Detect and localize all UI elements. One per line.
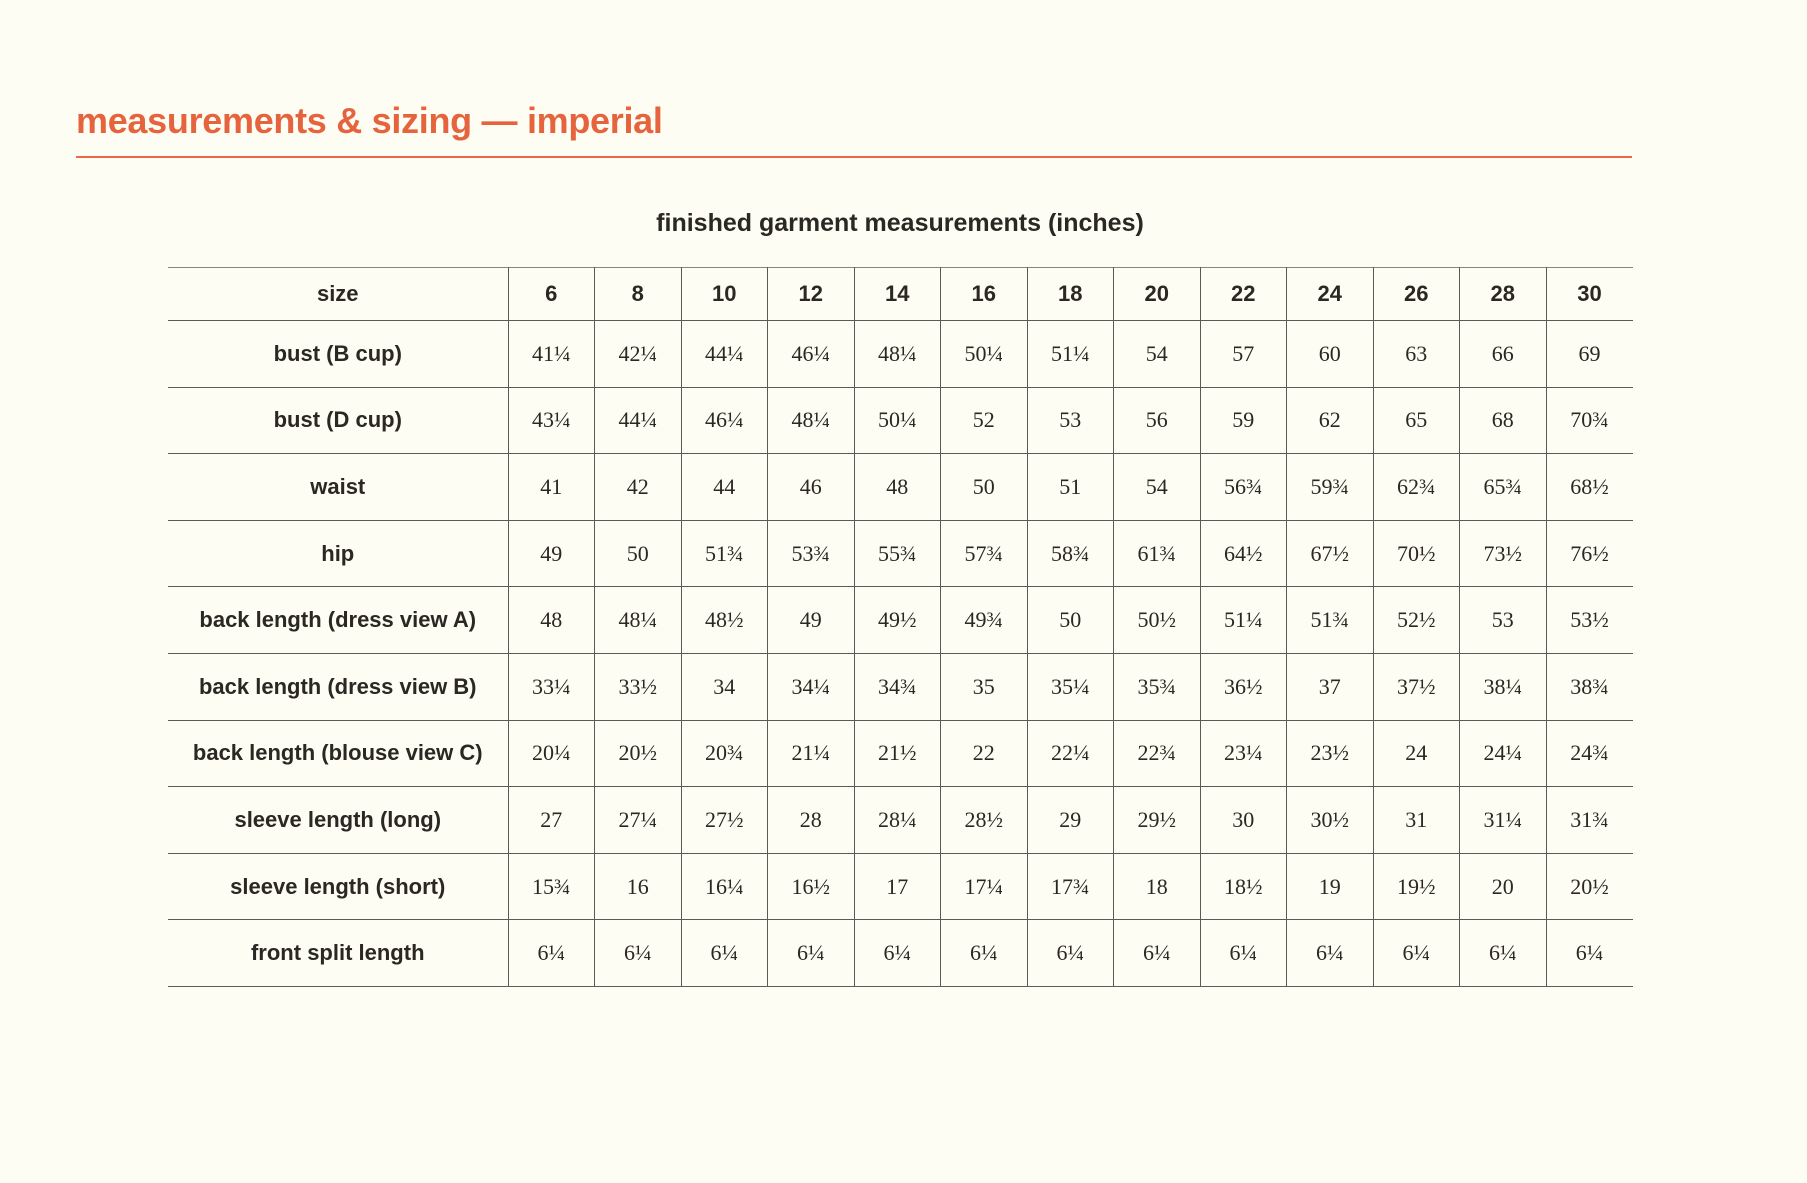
- table-cell: 41¼: [508, 321, 595, 388]
- table-cell: 57: [1200, 321, 1287, 388]
- table-cell: 48¼: [595, 587, 682, 654]
- column-header-size-12: 12: [768, 268, 855, 321]
- table-row: [168, 454, 1633, 521]
- table-cell: 24¾: [1546, 720, 1633, 787]
- table-cell: 18: [1114, 853, 1201, 920]
- table-cell: 73½: [1460, 520, 1547, 587]
- measurements-table-container: [168, 267, 1632, 987]
- table-cell: 6¼: [1373, 920, 1460, 987]
- table-cell: 65¾: [1460, 454, 1547, 521]
- table-cell: 48: [854, 454, 941, 521]
- column-header-size-28: 28: [1460, 268, 1547, 321]
- table-title: finished garment measurements (inches): [656, 209, 1144, 237]
- table-row: [168, 587, 1633, 654]
- table-cell: 35¼: [1027, 653, 1114, 720]
- table-cell: 48: [508, 587, 595, 654]
- table-cell: 34: [681, 653, 768, 720]
- table-cell: 51: [1027, 454, 1114, 521]
- table-cell: 57¾: [941, 520, 1028, 587]
- table-cell: 62: [1287, 387, 1374, 454]
- table-cell: 59¾: [1287, 454, 1374, 521]
- table-cell: 51¼: [1200, 587, 1287, 654]
- table-cell: 22¼: [1027, 720, 1114, 787]
- column-header-size-8: 8: [595, 268, 682, 321]
- table-cell: 69: [1546, 321, 1633, 388]
- table-cell: 6¼: [1460, 920, 1547, 987]
- table-cell: 28½: [941, 787, 1028, 854]
- table-row: [168, 787, 1633, 854]
- table-cell: 64½: [1200, 520, 1287, 587]
- table-header-row: [168, 268, 1633, 321]
- table-cell: 66: [1460, 321, 1547, 388]
- table-cell: 76½: [1546, 520, 1633, 587]
- table-body: [168, 321, 1633, 987]
- table-cell: 35¾: [1114, 653, 1201, 720]
- table-cell: 42: [595, 454, 682, 521]
- table-cell: 51¼: [1027, 321, 1114, 388]
- table-cell: 50: [595, 520, 682, 587]
- column-header-size-10: 10: [681, 268, 768, 321]
- table-cell: 34¼: [768, 653, 855, 720]
- row-label: back length (dress view A): [168, 587, 508, 654]
- table-cell: 22¾: [1114, 720, 1201, 787]
- table-cell: 44¼: [681, 321, 768, 388]
- table-cell: 61¾: [1114, 520, 1201, 587]
- table-cell: 27¼: [595, 787, 682, 854]
- table-cell: 37: [1287, 653, 1374, 720]
- table-cell: 56: [1114, 387, 1201, 454]
- measurements-table: [168, 267, 1633, 987]
- table-cell: 17¾: [1027, 853, 1114, 920]
- table-cell: 21½: [854, 720, 941, 787]
- table-cell: 36½: [1200, 653, 1287, 720]
- table-cell: 35: [941, 653, 1028, 720]
- table-cell: 6¼: [508, 920, 595, 987]
- table-cell: 51¾: [681, 520, 768, 587]
- table-row: [168, 920, 1633, 987]
- table-cell: 20¾: [681, 720, 768, 787]
- table-cell: 50¼: [941, 321, 1028, 388]
- table-cell: 6¼: [595, 920, 682, 987]
- column-header-size-18: 18: [1027, 268, 1114, 321]
- table-cell: 67½: [1287, 520, 1374, 587]
- table-cell: 52½: [1373, 587, 1460, 654]
- table-cell: 29: [1027, 787, 1114, 854]
- table-cell: 18½: [1200, 853, 1287, 920]
- table-cell: 6¼: [1200, 920, 1287, 987]
- table-cell: 31¼: [1460, 787, 1547, 854]
- table-cell: 29½: [1114, 787, 1201, 854]
- table-cell: 6¼: [941, 920, 1028, 987]
- table-cell: 37½: [1373, 653, 1460, 720]
- column-header-size-16: 16: [941, 268, 1028, 321]
- table-cell: 49: [508, 520, 595, 587]
- table-cell: 53: [1027, 387, 1114, 454]
- table-cell: 38¾: [1546, 653, 1633, 720]
- row-label: hip: [168, 520, 508, 587]
- table-cell: 28¼: [854, 787, 941, 854]
- table-row: [168, 853, 1633, 920]
- table-cell: 34¾: [854, 653, 941, 720]
- table-cell: 46¼: [681, 387, 768, 454]
- table-cell: 31¾: [1546, 787, 1633, 854]
- table-cell: 24: [1373, 720, 1460, 787]
- table-cell: 49: [768, 587, 855, 654]
- table-cell: 23½: [1287, 720, 1374, 787]
- table-cell: 19: [1287, 853, 1374, 920]
- row-label: back length (blouse view C): [168, 720, 508, 787]
- table-cell: 38¼: [1460, 653, 1547, 720]
- table-row: [168, 520, 1633, 587]
- table-cell: 31: [1373, 787, 1460, 854]
- table-cell: 33¼: [508, 653, 595, 720]
- table-cell: 54: [1114, 321, 1201, 388]
- table-row: [168, 321, 1633, 388]
- table-cell: 28: [768, 787, 855, 854]
- table-cell: 6¼: [854, 920, 941, 987]
- column-header-size-20: 20: [1114, 268, 1201, 321]
- table-cell: 53: [1460, 587, 1547, 654]
- table-cell: 33½: [595, 653, 682, 720]
- row-label: back length (dress view B): [168, 653, 508, 720]
- table-cell: 70¾: [1546, 387, 1633, 454]
- table-cell: 58¾: [1027, 520, 1114, 587]
- table-cell: 21¼: [768, 720, 855, 787]
- table-cell: 63: [1373, 321, 1460, 388]
- table-cell: 20¼: [508, 720, 595, 787]
- table-cell: 6¼: [1114, 920, 1201, 987]
- row-label: front split length: [168, 920, 508, 987]
- table-cell: 52: [941, 387, 1028, 454]
- table-cell: 16¼: [681, 853, 768, 920]
- table-cell: 6¼: [1546, 920, 1633, 987]
- table-cell: 19½: [1373, 853, 1460, 920]
- table-cell: 68½: [1546, 454, 1633, 521]
- column-header-size-14: 14: [854, 268, 941, 321]
- table-cell: 68: [1460, 387, 1547, 454]
- table-cell: 48¼: [854, 321, 941, 388]
- table-cell: 60: [1287, 321, 1374, 388]
- row-label: sleeve length (long): [168, 787, 508, 854]
- column-header-size-6: 6: [508, 268, 595, 321]
- table-cell: 30: [1200, 787, 1287, 854]
- column-header-size: size: [168, 268, 508, 321]
- table-cell: 50½: [1114, 587, 1201, 654]
- table-cell: 49¾: [941, 587, 1028, 654]
- table-cell: 20½: [1546, 853, 1633, 920]
- table-cell: 30½: [1287, 787, 1374, 854]
- table-cell: 54: [1114, 454, 1201, 521]
- column-header-size-26: 26: [1373, 268, 1460, 321]
- table-cell: 49½: [854, 587, 941, 654]
- table-cell: 20: [1460, 853, 1547, 920]
- table-cell: 51¾: [1287, 587, 1374, 654]
- table-cell: 55¾: [854, 520, 941, 587]
- table-cell: 16: [595, 853, 682, 920]
- column-header-size-22: 22: [1200, 268, 1287, 321]
- table-cell: 65: [1373, 387, 1460, 454]
- table-cell: 44¼: [595, 387, 682, 454]
- table-cell: 44: [681, 454, 768, 521]
- column-header-size-24: 24: [1287, 268, 1374, 321]
- table-cell: 48½: [681, 587, 768, 654]
- table-cell: 24¼: [1460, 720, 1547, 787]
- table-cell: 6¼: [1287, 920, 1374, 987]
- page-title: measurements & sizing — imperial: [76, 100, 663, 141]
- row-label: waist: [168, 454, 508, 521]
- table-cell: 62¾: [1373, 454, 1460, 521]
- table-cell: 43¼: [508, 387, 595, 454]
- table-cell: 22: [941, 720, 1028, 787]
- table-cell: 17¼: [941, 853, 1028, 920]
- table-cell: 59: [1200, 387, 1287, 454]
- table-cell: 15¾: [508, 853, 595, 920]
- table-cell: 27: [508, 787, 595, 854]
- row-label: sleeve length (short): [168, 853, 508, 920]
- table-row: [168, 720, 1633, 787]
- table-cell: 6¼: [768, 920, 855, 987]
- table-cell: 41: [508, 454, 595, 521]
- column-header-size-30: 30: [1546, 268, 1633, 321]
- row-label: bust (D cup): [168, 387, 508, 454]
- table-cell: 70½: [1373, 520, 1460, 587]
- table-cell: 53¾: [768, 520, 855, 587]
- table-cell: 50¼: [854, 387, 941, 454]
- table-cell: 46¼: [768, 321, 855, 388]
- table-cell: 56¾: [1200, 454, 1287, 521]
- table-cell: 50: [941, 454, 1028, 521]
- table-cell: 17: [854, 853, 941, 920]
- table-cell: 46: [768, 454, 855, 521]
- table-cell: 27½: [681, 787, 768, 854]
- table-row: [168, 653, 1633, 720]
- table-cell: 23¼: [1200, 720, 1287, 787]
- table-cell: 42¼: [595, 321, 682, 388]
- row-label: bust (B cup): [168, 321, 508, 388]
- table-cell: 53½: [1546, 587, 1633, 654]
- table-cell: 20½: [595, 720, 682, 787]
- table-cell: 6¼: [681, 920, 768, 987]
- page-header: [76, 96, 1632, 158]
- table-cell: 50: [1027, 587, 1114, 654]
- table-cell: 48¼: [768, 387, 855, 454]
- table-row: [168, 387, 1633, 454]
- table-cell: 16½: [768, 853, 855, 920]
- table-cell: 6¼: [1027, 920, 1114, 987]
